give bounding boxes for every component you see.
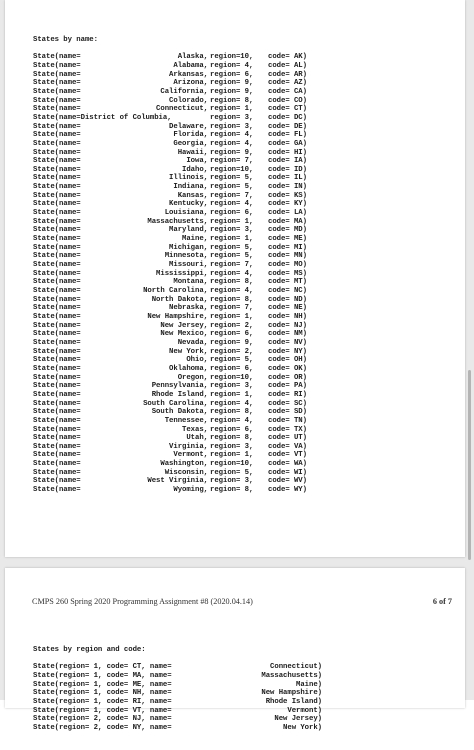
- state-prefix: State(name=: [33, 70, 81, 79]
- state-row: [33, 434, 333, 443]
- state-row: [33, 157, 333, 166]
- state-code: code= NV): [268, 338, 307, 347]
- state-name: Alabama,: [173, 61, 208, 70]
- state-code: code= HI): [268, 148, 307, 157]
- state-code: code= CO): [268, 96, 307, 105]
- state-name: Hawaii,: [177, 148, 208, 157]
- state-region: region= 8,: [210, 486, 254, 495]
- state-name: New Jersey): [274, 715, 322, 724]
- state-name: Rhode Island): [265, 697, 322, 706]
- states-by-name-listing: [33, 10, 333, 512]
- state-code: code= OH): [268, 356, 307, 365]
- state-region: region= 9,: [210, 338, 254, 347]
- state-region: region= 9,: [210, 87, 254, 96]
- state-prefix: State(region= 1, code= MA, name=: [33, 671, 172, 680]
- state-code: code= ME): [268, 235, 307, 244]
- state-name: Mississippi,: [156, 269, 208, 278]
- state-prefix: State(region= 1, code= ME, name=: [33, 680, 172, 689]
- state-region: region= 8,: [210, 434, 254, 443]
- state-prefix: State(name=: [33, 96, 81, 105]
- state-name: Kentucky,: [169, 200, 208, 209]
- state-prefix: State(name=: [33, 243, 81, 252]
- state-row: [33, 278, 333, 287]
- page-number: 6 of 7: [432, 597, 452, 606]
- state-code: code= RI): [268, 390, 307, 399]
- state-prefix: State(name=: [33, 451, 81, 460]
- state-row: [33, 339, 333, 348]
- state-code: code= NC): [268, 287, 307, 295]
- state-row: [33, 486, 333, 495]
- state-name: Delaware,: [169, 122, 208, 131]
- state-name: Vermont): [287, 706, 322, 715]
- state-name: Missouri,: [169, 261, 208, 270]
- state-prefix: State(region= 2, code= NJ, name=: [33, 715, 172, 724]
- state-row: [33, 105, 333, 114]
- state-name: Indiana,: [173, 183, 208, 192]
- state-region: region= 4,: [210, 139, 254, 148]
- state-prefix: State(name=: [33, 287, 81, 295]
- heading-text: States by region and code:: [33, 645, 146, 654]
- state-code: code= NM): [268, 330, 307, 339]
- state-code: code= VT): [268, 451, 307, 460]
- state-name: Colorado,: [169, 96, 208, 105]
- state-name: Michigan,: [169, 243, 208, 252]
- state-prefix: State(name=: [33, 174, 81, 183]
- state-row: [33, 97, 333, 106]
- state-region: region= 3,: [210, 477, 254, 486]
- state-code: code= MI): [268, 243, 307, 252]
- listing-heading: [33, 27, 333, 44]
- state-code: code= PA): [268, 382, 307, 391]
- state-prefix: State(name=: [33, 460, 81, 469]
- state-code: code= UT): [268, 434, 307, 443]
- state-name: Montana,: [173, 278, 208, 287]
- state-row: [33, 426, 333, 435]
- state-code: code= NJ): [268, 321, 307, 330]
- state-name: New Hampshire): [261, 689, 322, 698]
- document-page: [5, 568, 465, 732]
- state-prefix: State(name=: [33, 338, 81, 347]
- state-prefix: State(name=: [33, 61, 81, 70]
- state-row: [33, 365, 333, 374]
- state-row: [33, 698, 333, 707]
- state-region: region= 6,: [210, 70, 254, 79]
- state-row: [33, 469, 333, 478]
- state-prefix: State(name=: [33, 425, 81, 434]
- state-region: region= 7,: [210, 191, 254, 200]
- state-prefix: State(name=: [33, 79, 81, 88]
- state-prefix: State(region= 1, code= VT, name=: [33, 706, 172, 715]
- state-row: [33, 724, 333, 733]
- state-code: code= ND): [268, 295, 307, 304]
- state-prefix: State(name=: [33, 165, 81, 174]
- state-name: Utah,: [186, 434, 208, 443]
- state-row: [33, 226, 333, 235]
- state-row: [33, 209, 333, 218]
- state-row: [33, 131, 333, 140]
- state-prefix: State(name=District of Columbia,: [33, 113, 172, 122]
- state-name: Nevada,: [177, 338, 208, 347]
- state-region: region= 5,: [210, 356, 254, 365]
- state-code: code= MD): [268, 226, 307, 235]
- state-code: code= DE): [268, 122, 307, 131]
- state-row: [33, 174, 333, 183]
- state-name: Texas,: [182, 425, 208, 434]
- states-by-region-listing: [33, 620, 333, 750]
- state-row: [33, 400, 333, 409]
- state-row: [33, 304, 333, 313]
- state-name: Massachusetts,: [147, 217, 208, 226]
- state-row: [33, 79, 333, 88]
- state-row: [33, 218, 333, 227]
- state-region: region= 5,: [210, 243, 254, 252]
- state-row: [33, 261, 333, 270]
- state-region: region= 4,: [210, 61, 254, 70]
- state-region: region= 1,: [210, 217, 254, 226]
- state-row: [33, 417, 333, 426]
- state-region: region= 4,: [210, 416, 254, 425]
- state-region: region= 9,: [210, 148, 254, 157]
- state-row: [33, 149, 333, 158]
- state-prefix: State(name=: [33, 269, 81, 278]
- state-name: Kansas,: [177, 191, 208, 200]
- state-name: Florida,: [173, 131, 208, 140]
- state-code: code= KS): [268, 191, 307, 200]
- state-region: region= 1,: [210, 312, 254, 321]
- state-row: [33, 287, 333, 296]
- state-name: South Carolina,: [143, 399, 208, 408]
- scrollbar-thumb[interactable]: [468, 370, 471, 560]
- state-region: region=10,: [210, 460, 254, 469]
- state-prefix: State(region= 1, code= RI, name=: [33, 697, 172, 706]
- state-prefix: State(name=: [33, 235, 81, 244]
- state-row: [33, 200, 333, 209]
- state-name: North Carolina,: [143, 287, 208, 295]
- state-name: Massachusetts): [261, 671, 322, 680]
- state-row: [33, 374, 333, 383]
- state-row: [33, 382, 333, 391]
- state-code: code= NH): [268, 312, 307, 321]
- state-name: Arizona,: [173, 79, 208, 88]
- state-prefix: State(region= 2, code= NY, name=: [33, 723, 172, 732]
- state-name: North Dakota,: [151, 295, 208, 304]
- state-row: [33, 330, 333, 339]
- state-rows: [33, 53, 333, 494]
- state-name: Maryland,: [169, 226, 208, 235]
- state-code: code= NY): [268, 347, 307, 356]
- state-region: region= 3,: [210, 113, 254, 122]
- state-code: code= VA): [268, 442, 307, 451]
- state-row: [33, 663, 333, 672]
- heading-text: States by name:: [33, 35, 98, 44]
- state-prefix: State(region= 1, code= CT, name=: [33, 663, 172, 672]
- state-prefix: State(name=: [33, 183, 81, 192]
- state-code: code= AL): [268, 61, 307, 70]
- state-code: code= IA): [268, 157, 307, 166]
- state-prefix: State(name=: [33, 364, 81, 373]
- state-prefix: State(name=: [33, 399, 81, 408]
- state-region: region= 6,: [210, 364, 254, 373]
- state-code: code= WV): [268, 477, 307, 486]
- state-row: [33, 114, 333, 123]
- state-name: West Virginia,: [147, 477, 208, 486]
- state-prefix: State(region= 1, code= NH, name=: [33, 689, 172, 698]
- state-region: region= 3,: [210, 122, 254, 131]
- state-code: code= DC): [268, 113, 307, 122]
- state-name: Pennsylvania,: [151, 382, 208, 391]
- state-name: Nebraska,: [169, 304, 208, 313]
- state-region: region= 6,: [210, 330, 254, 339]
- state-region: region= 4,: [210, 131, 254, 140]
- state-code: code= IL): [268, 174, 307, 183]
- state-code: code= WI): [268, 468, 307, 477]
- state-region: region= 7,: [210, 261, 254, 270]
- state-prefix: State(name=: [33, 486, 81, 495]
- state-row: [33, 707, 333, 716]
- state-prefix: State(name=: [33, 252, 81, 261]
- state-region: region= 8,: [210, 408, 254, 417]
- state-code: code= MO): [268, 261, 307, 270]
- state-region: region= 6,: [210, 209, 254, 218]
- state-row: [33, 270, 333, 279]
- state-name: Georgia,: [173, 139, 208, 148]
- state-code: code= ID): [268, 165, 307, 174]
- state-prefix: State(name=: [33, 382, 81, 391]
- state-code: code= SD): [268, 408, 307, 417]
- state-row: [33, 408, 333, 417]
- state-code: code= GA): [268, 139, 307, 148]
- state-row: [33, 672, 333, 681]
- state-name: Oregon,: [177, 373, 208, 382]
- state-code: code= MA): [268, 217, 307, 226]
- state-name: Connecticut): [270, 663, 322, 672]
- state-region: region= 4,: [210, 399, 254, 408]
- state-region: region= 8,: [210, 96, 254, 105]
- state-row: [33, 391, 333, 400]
- state-row: [33, 62, 333, 71]
- state-prefix: State(name=: [33, 468, 81, 477]
- state-row: [33, 166, 333, 175]
- state-region: region= 3,: [210, 442, 254, 451]
- state-code: code= WA): [268, 460, 307, 469]
- state-prefix: State(name=: [33, 200, 81, 209]
- state-row: [33, 681, 333, 690]
- state-code: code= MT): [268, 278, 307, 287]
- state-name: New Jersey,: [160, 321, 208, 330]
- state-row: [33, 477, 333, 486]
- state-name: New Mexico,: [160, 330, 208, 339]
- state-region: region= 7,: [210, 157, 254, 166]
- state-region: region= 2,: [210, 321, 254, 330]
- state-prefix: State(name=: [33, 477, 81, 486]
- state-prefix: State(name=: [33, 217, 81, 226]
- state-prefix: State(name=: [33, 209, 81, 218]
- state-row: [33, 53, 333, 62]
- state-row: [33, 183, 333, 192]
- state-region: region= 1,: [210, 451, 254, 460]
- state-region: region= 3,: [210, 382, 254, 391]
- state-row: [33, 140, 333, 149]
- state-name: New Hampshire,: [147, 312, 208, 321]
- state-prefix: State(name=: [33, 312, 81, 321]
- state-rows: [33, 663, 333, 732]
- state-name: Louisiana,: [164, 209, 208, 218]
- listing-heading: [33, 637, 333, 654]
- state-row: [33, 252, 333, 261]
- state-prefix: State(name=: [33, 131, 81, 140]
- state-code: code= OR): [268, 373, 307, 382]
- state-code: code= SC): [268, 399, 307, 408]
- state-name: Virginia,: [169, 442, 208, 451]
- state-name: Oklahoma,: [169, 364, 208, 373]
- state-name: South Dakota,: [151, 408, 208, 417]
- state-region: region= 6,: [210, 425, 254, 434]
- state-row: [33, 123, 333, 132]
- state-row: [33, 443, 333, 452]
- state-prefix: State(name=: [33, 330, 81, 339]
- state-code: code= AK): [268, 53, 307, 62]
- state-region: region= 5,: [210, 183, 254, 192]
- state-prefix: State(name=: [33, 434, 81, 443]
- state-code: code= TX): [268, 425, 307, 434]
- state-prefix: State(name=: [33, 261, 81, 270]
- state-row: [33, 313, 333, 322]
- state-region: region=10,: [210, 373, 254, 382]
- state-code: code= WY): [268, 486, 307, 495]
- state-prefix: State(name=: [33, 226, 81, 235]
- state-row: [33, 348, 333, 357]
- state-prefix: State(name=: [33, 442, 81, 451]
- state-name: New York,: [169, 347, 208, 356]
- state-prefix: State(name=: [33, 278, 81, 287]
- page-header: [32, 597, 452, 609]
- state-code: code= KY): [268, 200, 307, 209]
- state-prefix: State(name=: [33, 356, 81, 365]
- state-code: code= CT): [268, 105, 307, 114]
- state-name: Vermont,: [173, 451, 208, 460]
- state-prefix: State(name=: [33, 139, 81, 148]
- state-prefix: State(name=: [33, 105, 81, 114]
- state-code: code= MN): [268, 252, 307, 261]
- state-code: code= IN): [268, 183, 307, 192]
- state-region: region= 8,: [210, 278, 254, 287]
- state-row: [33, 689, 333, 698]
- state-name: Arkansas,: [169, 70, 208, 79]
- state-code: code= LA): [268, 209, 307, 218]
- state-prefix: State(name=: [33, 148, 81, 157]
- state-name: Tennessee,: [164, 416, 208, 425]
- state-region: region=10,: [210, 53, 254, 62]
- state-region: region= 7,: [210, 304, 254, 313]
- state-row: [33, 460, 333, 469]
- state-region: region= 5,: [210, 252, 254, 261]
- state-region: region= 2,: [210, 347, 254, 356]
- state-prefix: State(name=: [33, 408, 81, 417]
- state-prefix: State(name=: [33, 191, 81, 200]
- state-name: Idaho,: [182, 165, 208, 174]
- state-name: Washington,: [160, 460, 208, 469]
- state-name: Maine): [296, 680, 322, 689]
- state-name: Ohio,: [186, 356, 208, 365]
- state-row: [33, 192, 333, 201]
- state-region: region= 3,: [210, 226, 254, 235]
- state-prefix: State(name=: [33, 157, 81, 166]
- state-code: code= CA): [268, 87, 307, 96]
- state-prefix: State(name=: [33, 295, 81, 304]
- state-code: code= OK): [268, 364, 307, 373]
- state-region: region= 5,: [210, 174, 254, 183]
- state-row: [33, 296, 333, 305]
- state-name: Minnesota,: [164, 252, 208, 261]
- state-prefix: State(name=: [33, 53, 81, 62]
- state-region: region= 4,: [210, 200, 254, 209]
- state-prefix: State(name=: [33, 304, 81, 313]
- state-row: [33, 322, 333, 331]
- state-region: region= 1,: [210, 105, 254, 114]
- state-name: Iowa,: [186, 157, 208, 166]
- state-region: region= 5,: [210, 468, 254, 477]
- state-prefix: State(name=: [33, 347, 81, 356]
- state-row: [33, 88, 333, 97]
- state-code: code= NE): [268, 304, 307, 313]
- state-row: [33, 715, 333, 724]
- vertical-scrollbar[interactable]: [465, 0, 474, 700]
- state-row: [33, 244, 333, 253]
- document-title: CMPS 260 Spring 2020 Programming Assignment #8 (2020.04.14): [32, 597, 253, 606]
- state-name: Rhode Island,: [151, 390, 208, 399]
- state-region: region= 9,: [210, 79, 254, 88]
- state-region: region= 1,: [210, 390, 254, 399]
- document-page: [5, 0, 465, 557]
- state-name: New York): [283, 723, 322, 732]
- state-prefix: State(name=: [33, 416, 81, 425]
- state-region: region=10,: [210, 165, 254, 174]
- state-name: California,: [160, 87, 208, 96]
- state-code: code= FL): [268, 131, 307, 140]
- state-row: [33, 451, 333, 460]
- state-name: Maine,: [182, 235, 208, 244]
- state-prefix: State(name=: [33, 390, 81, 399]
- state-name: Alaska,: [177, 53, 208, 62]
- state-name: Wyoming,: [173, 486, 208, 495]
- state-prefix: State(name=: [33, 122, 81, 131]
- state-prefix: State(name=: [33, 373, 81, 382]
- state-code: code= MS): [268, 269, 307, 278]
- state-row: [33, 235, 333, 244]
- state-prefix: State(name=: [33, 321, 81, 330]
- state-region: region= 4,: [210, 269, 254, 278]
- state-row: [33, 71, 333, 80]
- state-name: Connecticut,: [156, 105, 208, 114]
- state-name: Illinois,: [169, 174, 208, 183]
- state-prefix: State(name=: [33, 87, 81, 96]
- state-name: Wisconsin,: [164, 468, 208, 477]
- state-region: region= 8,: [210, 295, 254, 304]
- state-region: region= 1,: [210, 235, 254, 244]
- state-row: [33, 356, 333, 365]
- state-region: region= 4,: [210, 287, 254, 295]
- state-code: code= AZ): [268, 79, 307, 88]
- state-code: code= TN): [268, 416, 307, 425]
- state-code: code= AR): [268, 70, 307, 79]
